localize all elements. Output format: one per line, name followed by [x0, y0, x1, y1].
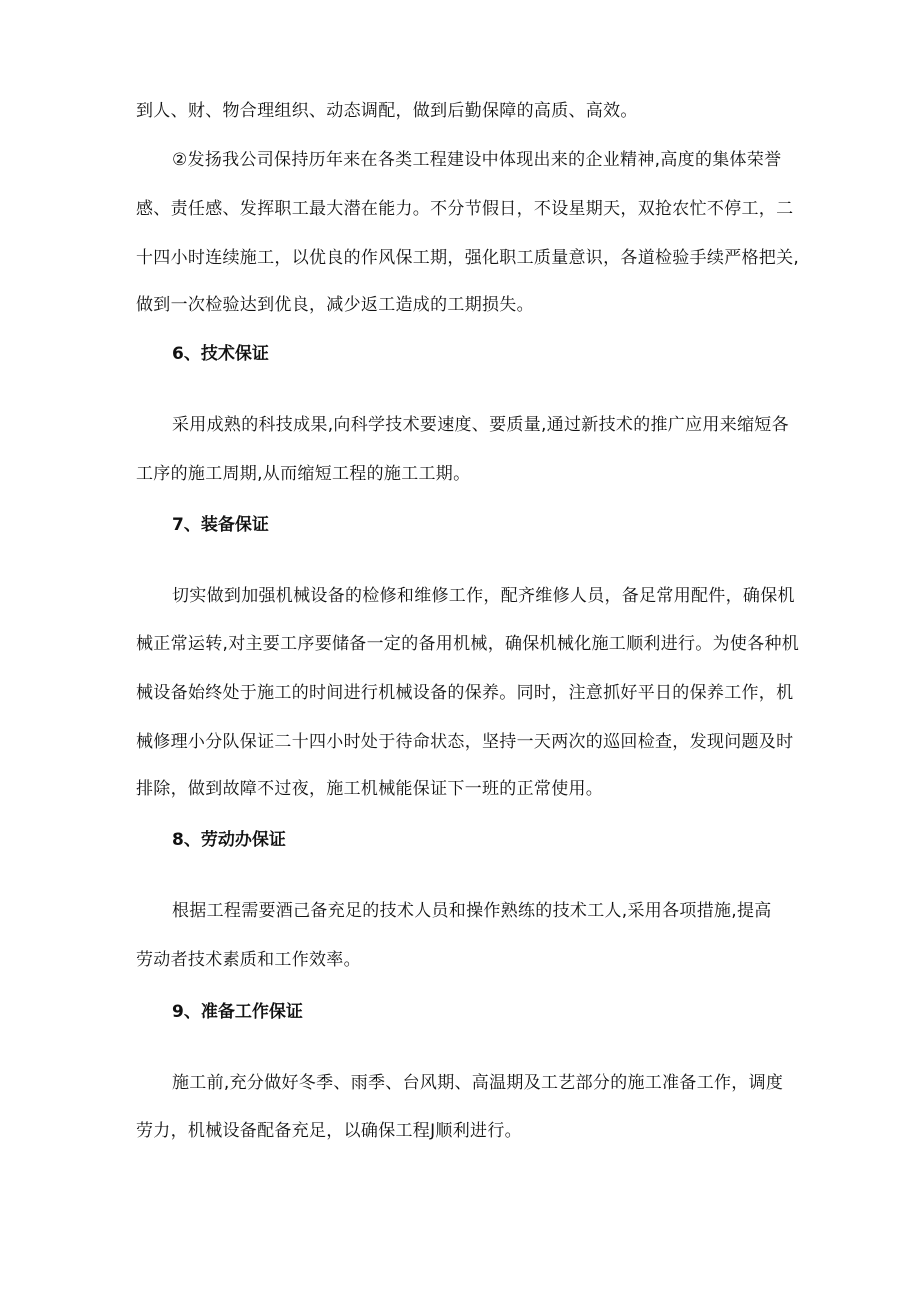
section-heading-6: 6、技术保证 — [172, 344, 269, 364]
paragraph-line: 做到一次检验达到优良，减少返工造成的工期损失。 — [136, 295, 534, 315]
paragraph-line: 采用成熟的科技成果,向科学技术要速度、要质量,通过新技术的推广应用来缩短各 — [172, 415, 789, 435]
section-heading-7: 7、装备保证 — [172, 515, 269, 535]
paragraph-line: 十四小时连续施工，以优良的作风保工期，强化职工质量意识，各道检验手续严格把关, — [136, 248, 800, 268]
paragraph-line: 工序的施工周期,从而缩短工程的施工工期。 — [136, 464, 471, 484]
section-heading-9: 9、准备工作保证 — [172, 1002, 303, 1022]
paragraph-line: 排除，做到故障不过夜，施工机械能保证下一班的正常使用。 — [136, 779, 604, 799]
paragraph-line: 根据工程需要酒己备充足的技术人员和操作熟练的技术工人,采用各项措施,提高 — [172, 901, 772, 921]
paragraph-line: 械修理小分队保证二十四小时处于待命状态，坚持一天两次的巡回检查，发现问题及时 — [136, 732, 794, 752]
paragraph-line: 劳力，机械设备配备充足，以确保工程J顺利进行。 — [136, 1121, 522, 1141]
paragraph-line: 到人、财、物合理组织、动态调配，做到后勤保障的高质、高效。 — [136, 101, 638, 121]
paragraph-line: 械设备始终处于施工的时间进行机械设备的保养。同时，注意抓好平日的保养工作，机 — [136, 683, 794, 703]
paragraph-line: 劳动者技术素质和工作效率。 — [136, 950, 361, 970]
paragraph-line: 械正常运转,对主要工序要储备一定的备用机械，确保机械化施工顺利进行。为使各种机 — [136, 634, 800, 654]
paragraph-line: 感、责任感、发挥职工最大潜在能力。不分节假日，不设星期天，双抢农忙不停工，二 — [136, 199, 794, 219]
paragraph-line: 施工前,充分做好冬季、雨季、台风期、高温期及工艺部分的施工准备工作，调度 — [172, 1073, 784, 1093]
section-heading-8: 8、劳动办保证 — [172, 830, 286, 850]
paragraph-line: ②发扬我公司保持历年来在各类工程建设中体现出来的企业精神,高度的集体荣誉 — [172, 150, 782, 170]
paragraph-line: 切实做到加强机械设备的检修和维修工作，配齐维修人员，备足常用配件，确保机 — [172, 586, 795, 606]
